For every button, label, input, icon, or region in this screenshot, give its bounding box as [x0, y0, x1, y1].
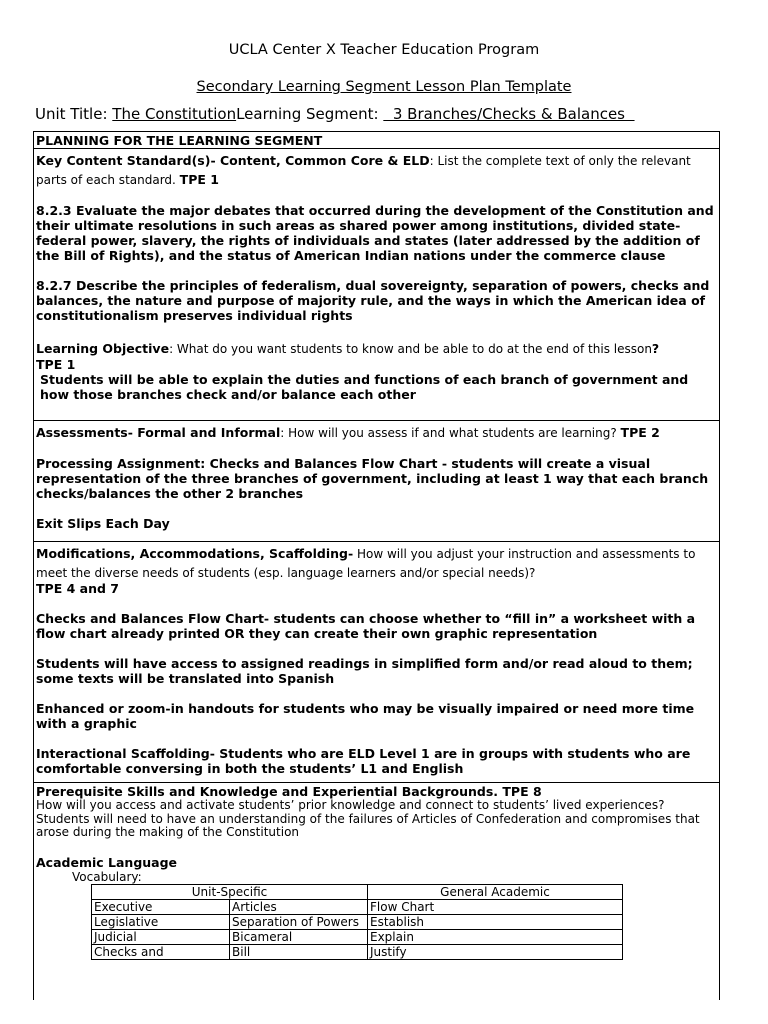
- prerequisite-section: [34, 783, 719, 1000]
- document-title: Secondary Learning Segment Lesson Plan Template: [196, 79, 572, 95]
- standard-8-2-7: 8.2.7 Describe the principles of federalism, dual sovereignty, separation of powers, checks and balances, the nature and purpose of majority rule, and the ways in which the American idea of constitutionalism preserves individual rights: [36, 278, 710, 323]
- unit-label: Unit Title:: [35, 105, 113, 123]
- prerequisite-prompt: How will you access and activate students’ prior knowledge and connect to students’ lived experiences?: [36, 798, 665, 812]
- modification-handouts: Enhanced or zoom-in handouts for students who may be visually impaired or need more time with a graphic: [36, 701, 695, 731]
- standards-header: [36, 150, 717, 188]
- modifications-header: [36, 543, 717, 581]
- prerequisite-text: Students will need to have an understanding of the failures of Articles of Confederation and compromises that arose during the making of the Constitution: [36, 811, 700, 839]
- vocabulary-header-row: [92, 884, 623, 899]
- vocab-cell: Explain: [368, 929, 623, 944]
- objective-text: Students will be able to explain the duties and functions of each branch of government and how those branches check and/or balance each other: [40, 372, 689, 402]
- assessments-section: [34, 421, 719, 542]
- vocabulary-table: [91, 884, 623, 960]
- vocab-cell: Bill: [230, 944, 368, 959]
- prerequisite-label: Prerequisite Skills and Knowledge and Experiential Backgrounds. TPE 8: [36, 784, 542, 799]
- vocab-cell: Justify: [368, 944, 623, 959]
- modifications-prompt: How will you adjust your instruction and assessments to meet the diverse needs of students (esp. language learners and/or special needs)?: [36, 547, 696, 580]
- assessments-header: [36, 422, 717, 441]
- vocab-cell: Establish: [368, 914, 623, 929]
- assessment-exit-slips: Exit Slips Each Day: [36, 516, 170, 531]
- objective-tpe: TPE 1: [36, 357, 76, 372]
- vocab-cell: Legislative: [92, 914, 230, 929]
- table-row: [92, 899, 623, 914]
- table-row: [92, 929, 623, 944]
- standards-label: Key Content Standard(s)- Content, Common Core & ELD: [36, 153, 430, 168]
- vocab-cell: Articles: [230, 899, 368, 914]
- modification-flow-chart: Checks and Balances Flow Chart- students can choose whether to “fill in” a worksheet with a flow chart already printed OR they can create their own graphic representation: [36, 611, 696, 641]
- standard-8-2-3: 8.2.3 Evaluate the major debates that occurred during the development of the Constitution and their ultimate resolutions in such areas as shared power among institutions, divided state-federal power, slavery, the rights of individuals and states (later addressed by the addition of the Bill of Rights), and the status of American Indian nations under the commerce clause: [36, 203, 714, 263]
- modifications-section: [34, 542, 719, 783]
- unit-line: [35, 105, 635, 123]
- planning-heading: PLANNING FOR THE LEARNING SEGMENT: [36, 133, 323, 148]
- table-row: [92, 944, 623, 959]
- modifications-label: Modifications, Accommodations, Scaffolding-: [36, 546, 354, 561]
- segment-value: 3 Branches/Checks & Balances: [383, 105, 635, 123]
- assessment-flow-chart: Processing Assignment: Checks and Balances Flow Chart - students will create a visual representation of the three branches of government, including at least 1 way that each branch checks/balances the other 2 branches: [36, 456, 709, 501]
- assessments-label: Assessments- Formal and Informal: [36, 425, 281, 440]
- modification-readings: Students will have access to assigned readings in simplified form and/or read aloud to them; some texts will be translated into Spanish: [36, 656, 693, 686]
- objective-prompt: : What do you want students to know and be able to do at the end of this lesson: [169, 342, 652, 356]
- vocab-cell: Judicial: [92, 929, 230, 944]
- unit-specific-header: Unit-Specific: [92, 884, 368, 899]
- objective-label: Learning Objective: [36, 341, 170, 356]
- standards-prompt: : List the complete text of only the relevant parts of each standard.: [36, 154, 691, 187]
- program-name: UCLA Center X Teacher Education Program: [228, 42, 540, 58]
- vocab-cell: Separation of Powers: [230, 914, 368, 929]
- vocab-cell: Bicameral: [230, 929, 368, 944]
- table-row: [92, 914, 623, 929]
- segment-label: Learning Segment:: [236, 105, 384, 123]
- objective-question-mark: ?: [651, 341, 660, 356]
- vocab-cell: Flow Chart: [368, 899, 623, 914]
- academic-language-label: Academic Language: [36, 854, 178, 870]
- standards-tpe: TPE 1: [179, 172, 219, 187]
- general-academic-header: General Academic: [368, 884, 623, 899]
- planning-section: [34, 149, 719, 421]
- assessments-prompt: : How will you assess if and what students are learning?: [280, 426, 621, 440]
- vocabulary-label: Vocabulary:: [72, 869, 142, 884]
- lesson-plan-table: [33, 131, 720, 1000]
- modification-interactional: Interactional Scaffolding- Students who are ELD Level 1 are in groups with students who are comfortable conversing in both the students’ L1 and English: [36, 746, 691, 776]
- modifications-tpe: TPE 4 and 7: [36, 581, 119, 596]
- vocab-cell: Checks and: [92, 944, 230, 959]
- planning-heading-row: [34, 132, 719, 149]
- objective-header: [36, 338, 717, 357]
- unit-value: The Constitution: [112, 105, 237, 123]
- assessments-tpe: TPE 2: [620, 425, 660, 440]
- vocab-cell: Executive: [92, 899, 230, 914]
